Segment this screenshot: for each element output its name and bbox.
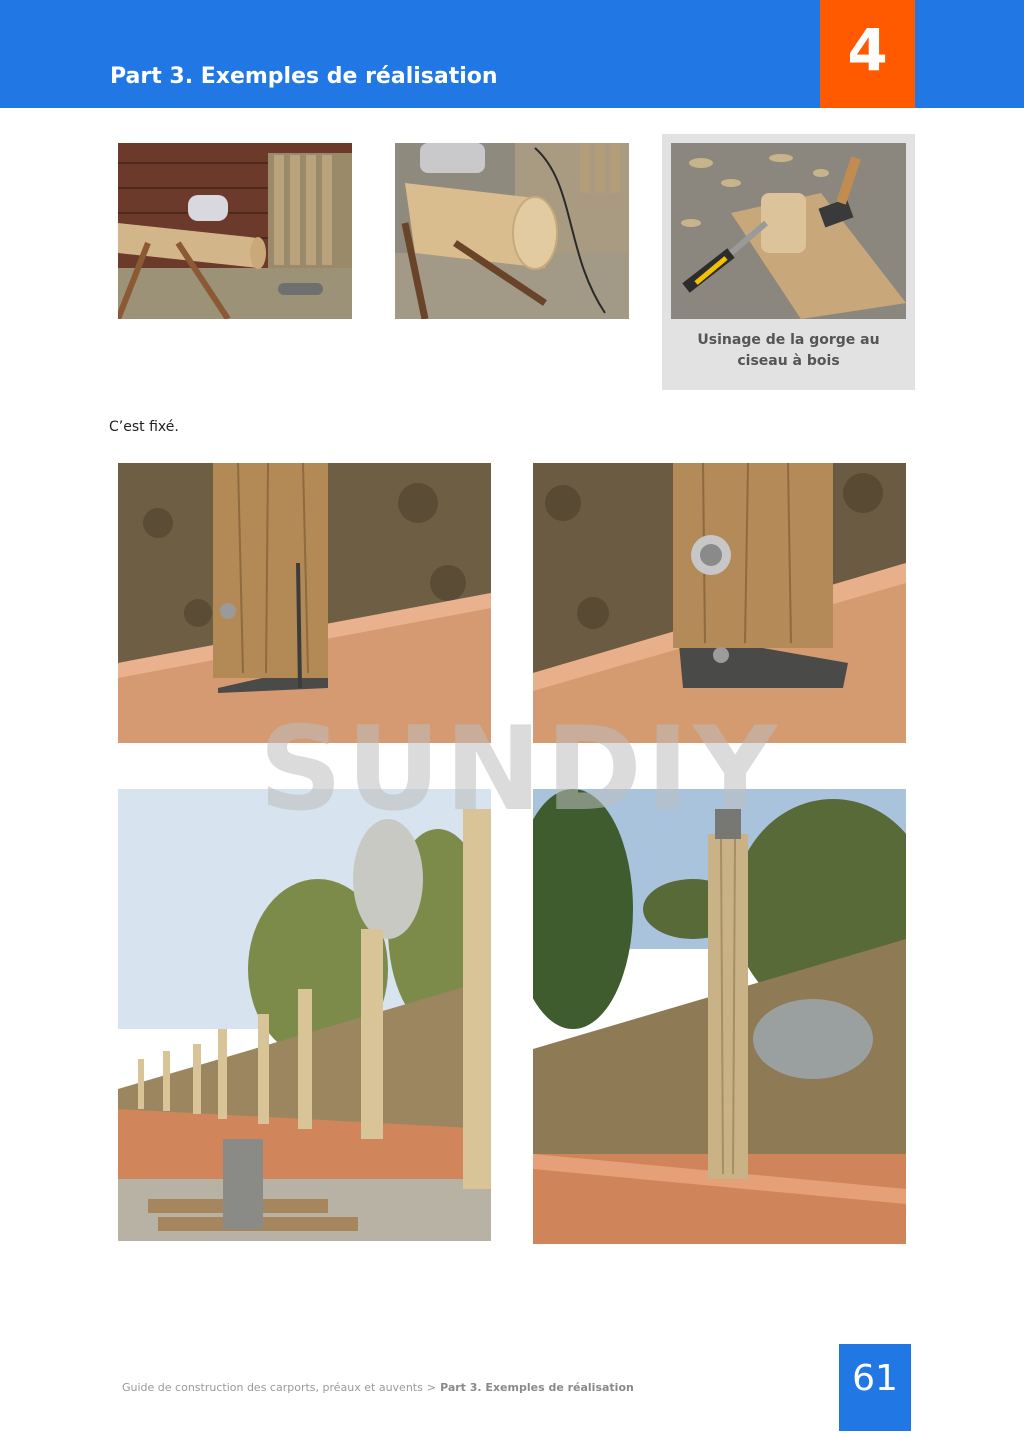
photo-post-row (118, 789, 491, 1241)
footer-breadcrumb (122, 1380, 634, 1396)
footer-section: Part 3. Exemples de réalisation (440, 1381, 634, 1394)
footer-separator: > (426, 1381, 437, 1394)
footer-guide-title: Guide de construction des carports, préaux et auvents (122, 1381, 423, 1394)
photo-single-post (533, 789, 906, 1244)
photo-caption: Usinage de la gorge au ciseau à bois (697, 332, 880, 369)
page-number: 61 (839, 1344, 911, 1431)
body-paragraph: C’est fixé. (109, 419, 179, 435)
photo-chisel (671, 143, 906, 319)
photo-log-end (395, 143, 629, 319)
chapter-number-badge: 4 (820, 0, 915, 108)
watermark: SUNDIY (258, 702, 782, 837)
page-title: Part 3. Exemples de réalisation (110, 64, 498, 89)
photo-log-grinder (118, 143, 352, 319)
